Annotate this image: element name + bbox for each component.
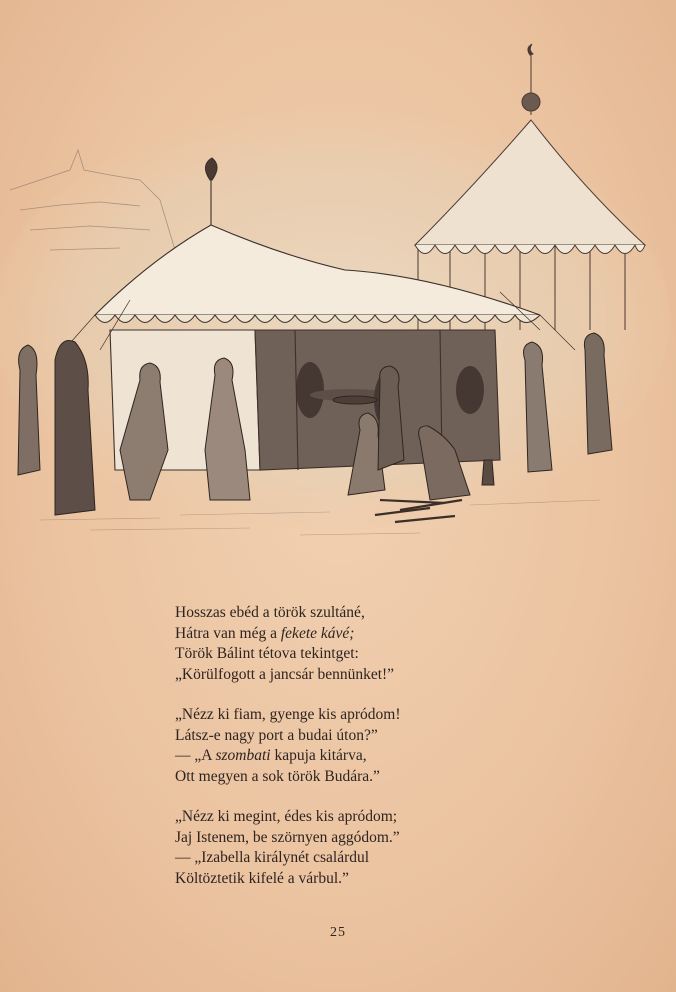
line-text: Költöztetik kifelé a várbul.” (175, 869, 349, 887)
line-text: Hátra van még a (175, 624, 281, 642)
line-text: kapuja kitárva, (270, 747, 367, 764)
poem-line (175, 726, 595, 747)
line-text: „Nézz ki megint, édes kis apródom; (175, 808, 398, 825)
poem-line (175, 869, 595, 890)
line-text: „Nézz ki fiam, gyenge kis apródom! (175, 706, 401, 723)
poem-stanza (175, 807, 595, 889)
poem-line (175, 746, 595, 767)
line-text: — „A (175, 747, 216, 764)
line-text: Ott megyen a sok török Budára.” (175, 767, 380, 785)
poem-line (175, 767, 595, 788)
line-text: Jaj Istenem, be szörnyen aggódom.” (175, 828, 400, 846)
poem-line (175, 644, 595, 665)
poem (175, 603, 595, 909)
line-text: „Körülfogott a jancsár bennünket!” (175, 665, 395, 683)
poem-line (175, 603, 595, 624)
poem-line (175, 624, 595, 645)
tent-camp-illustration (0, 30, 676, 550)
page-number: 25 (330, 925, 346, 940)
poem-line (175, 807, 595, 828)
line-text: Hosszas ebéd a török szultáné, (175, 604, 365, 621)
italic-text: szombati (215, 747, 271, 764)
poem-line (175, 705, 595, 726)
line-text: Látsz-e nagy port a budai úton?” (175, 726, 378, 744)
poem-stanza (175, 705, 595, 787)
line-text: Török Bálint tétova tekintget: (175, 645, 359, 662)
poem-line (175, 665, 595, 686)
line-text: — „Izabella királynét csalárdul (175, 849, 370, 866)
poem-stanza (175, 603, 595, 685)
poem-line (175, 848, 595, 869)
italic-text: fekete kávé; (280, 624, 355, 642)
poem-line (175, 828, 595, 849)
